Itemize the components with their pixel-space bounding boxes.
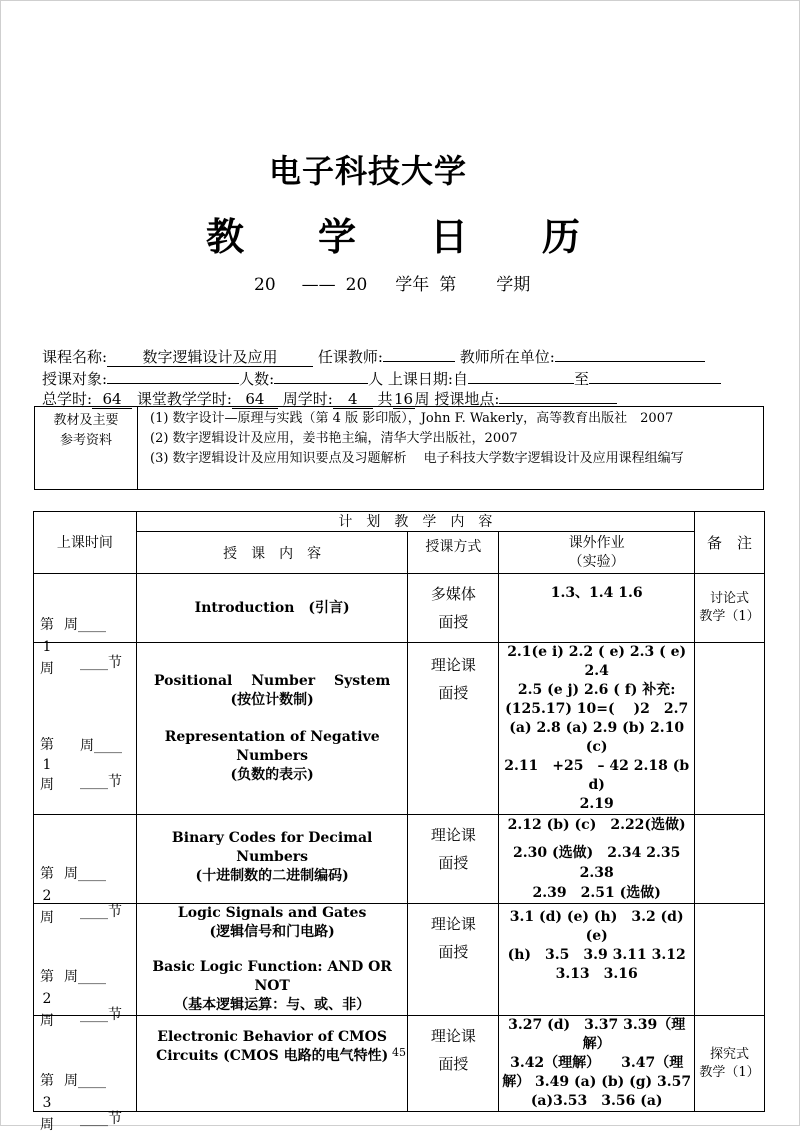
week-number: 第 1 周 [40, 617, 54, 677]
material-item: (1) 数字设计—原理与实践（第 4 版 影印版），John F. Wakerly，高等教育出版社 2007 [150, 411, 674, 426]
method-cell [408, 815, 499, 904]
content-line: Positional Number System [153, 673, 391, 689]
method-line: 面授 [438, 684, 469, 702]
remarks-line: 探究式 [710, 1046, 750, 1062]
schedule-row [34, 904, 765, 1016]
method-cell [408, 574, 499, 643]
department-field [555, 361, 705, 362]
weeks-suffix: 周 [414, 390, 430, 408]
method-line: 理论课 [430, 656, 476, 674]
class-hours-label: 课堂教学学时: [136, 390, 232, 408]
homework-line: 3.27 (d) 3.37 3.39（理解） [508, 1017, 686, 1052]
page-number: 45 [392, 1046, 406, 1059]
total-hours-value: 64 [92, 391, 132, 409]
schedule-row [34, 574, 765, 643]
term-year-label: 学年 [395, 275, 430, 295]
term-di: 第 [439, 275, 457, 295]
term-line [254, 270, 530, 295]
homework-line: (a) 2.8 (a) 2.9 (b) 2.10 (c) [509, 720, 685, 755]
content-spacer [137, 710, 408, 728]
people-field [274, 383, 368, 384]
target-info-line [42, 368, 721, 389]
schedule-row [34, 643, 765, 815]
location-field [499, 403, 617, 404]
header-homework [499, 532, 695, 574]
homework-line: (a)3.53 3.56 (a) [530, 1093, 663, 1109]
homework-line: 2.12 (b) (c) 2.22(选做) [507, 817, 686, 833]
week-number: 第 3 周 [40, 1072, 54, 1133]
header-remarks: 备 注 [695, 512, 765, 574]
header-homework-line: 课外作业 [568, 534, 625, 551]
department-label: 教师所在单位: [459, 348, 555, 366]
target-label: 授课对象: [42, 370, 108, 388]
section-blank: ____节 [80, 655, 122, 671]
remarks-cell [695, 1016, 765, 1112]
material-item: (3) 数字逻辑设计及应用知识要点及习题解析 电子科技大学数字逻辑设计及应用课程组编写 [150, 451, 684, 466]
content-cell [136, 815, 408, 904]
homework-line: 2.11 +25 – 42 2.18 (b d) [504, 758, 690, 793]
materials-label: 参考资料 [59, 433, 112, 448]
content-line: (按位计数制) [230, 692, 314, 708]
homework-line: (h) 3.5 3.9 3.11 3.12 [507, 947, 686, 963]
week-number: 第 2 周 [40, 866, 54, 926]
content-line: Introduction (引言) [194, 599, 350, 616]
method-line: 面授 [438, 1055, 469, 1073]
homework-line: (125.17) 10=( )2 2.7 [505, 701, 689, 717]
method-cell [408, 904, 499, 1016]
remarks-line: 讨论式 [710, 591, 750, 606]
content-cell [136, 1016, 408, 1112]
weeks-prefix: 共 [377, 390, 393, 408]
content-line: (负数的表示) [230, 767, 314, 783]
date-label: 上课日期: [387, 370, 453, 388]
term-dash: —— [301, 275, 336, 295]
content-line: Logic Signals and Gates [177, 905, 367, 921]
content-spacer [137, 942, 408, 958]
content-line: Representation of Negative Numbers [164, 729, 380, 764]
header-time: 上课时间 [34, 512, 137, 574]
content-cell [136, 643, 408, 815]
people-unit: 人 [368, 370, 384, 388]
section-blank: ____节 [80, 773, 122, 790]
materials-list-cell [138, 407, 764, 490]
target-field [107, 383, 239, 384]
content-cell [136, 574, 408, 643]
homework-line: 2.30 (选做) 2.34 2.35 2.38 [513, 845, 681, 881]
remarks-line: 教学（1） [699, 1064, 760, 1080]
week-number: 第 2 周 [40, 968, 54, 1029]
homework-line: 2.19 [579, 796, 614, 812]
weeks-value: 16 [394, 390, 414, 408]
remarks-cell [695, 574, 765, 643]
teacher-label: 任课教师: [317, 348, 383, 366]
homework-cell [499, 574, 695, 643]
schedule-table [33, 511, 765, 1133]
homework-cell [499, 643, 695, 815]
header-homework-line: （实验） [568, 553, 625, 570]
date-to-label: 至 [574, 370, 590, 388]
materials-label: 教材及主要 [53, 413, 119, 428]
title-char: 学 [318, 215, 357, 259]
homework-cell [499, 815, 695, 904]
week-blank: 周____ [64, 1072, 106, 1089]
homework-line: 2.39 2.51 (选做) [532, 885, 661, 901]
homework-spacer [499, 835, 694, 843]
content-line: Electronic Behavior of CMOS [157, 1029, 387, 1045]
title-char: 历 [542, 215, 581, 259]
week-cell [34, 574, 137, 677]
date-from-field [468, 383, 574, 384]
homework-line: 2.5 (e j) 2.6 ( f) 补充: [517, 682, 676, 698]
content-line: （基本逻辑运算：与、或、非） [174, 997, 371, 1013]
class-hours-value: 64 [232, 391, 278, 409]
term-year-end: 20 [345, 275, 368, 295]
content-cell [136, 904, 408, 1016]
homework-line: 3.42（理解） 3.47（理 [510, 1055, 684, 1071]
course-name-field: 数字逻辑设计及应用 [107, 349, 313, 367]
date-to-field [589, 383, 721, 384]
course-info-line [42, 346, 705, 367]
content-line: Circuits (CMOS 电路的电气特性) [156, 1048, 389, 1064]
weekly-hours-label: 周学时: [282, 390, 333, 408]
materials-label-cell [35, 407, 138, 490]
section-blank: ____节 [80, 904, 122, 920]
remarks-cell [695, 904, 765, 1016]
remarks-line: 教学（1） [699, 609, 760, 624]
weekly-hours-value: 4 [333, 391, 373, 409]
schedule-row [34, 815, 765, 904]
method-line: 理论课 [430, 826, 476, 844]
method-line: 理论课 [430, 1027, 476, 1045]
method-line: 多媒体 [430, 585, 476, 603]
date-from-label: 自 [452, 370, 468, 388]
university-title: 电子科技大学 [268, 152, 467, 190]
homework-line: 3.13 3.16 [555, 966, 638, 982]
remarks-cell [695, 643, 765, 815]
homework-cell [499, 1016, 695, 1112]
homework-line: 2.1(e i) 2.2 ( e) 2.3 ( e) 2.4 [507, 644, 687, 679]
method-cell [408, 643, 499, 815]
location-label: 授课地点: [434, 390, 500, 408]
course-name-label: 课程名称: [42, 348, 108, 366]
week-blank: 周____ [64, 866, 106, 882]
content-line: (逻辑信号和门电路) [209, 924, 335, 940]
method-cell [408, 1016, 499, 1112]
section-blank: ____节 [80, 1006, 122, 1023]
content-line: Binary Codes for Decimal Numbers [171, 830, 373, 865]
header-content: 授 课 内 容 [136, 532, 408, 574]
method-line: 面授 [438, 613, 469, 631]
materials-table [34, 406, 764, 490]
title-char: 教 [206, 215, 245, 259]
method-line: 面授 [438, 854, 469, 872]
content-line: Basic Logic Function: AND OR NOT [152, 959, 392, 994]
homework-line: 1.3、1.4 1.6 [550, 585, 643, 601]
material-item: (2) 数字逻辑设计及应用，姜书艳主编，清华大学出版社，2007 [150, 431, 518, 446]
term-year-start: 20 [254, 275, 276, 295]
homework-line: 解） 3.49 (a) (b) (g) 3.57 [502, 1074, 692, 1090]
teaching-calendar-title [206, 206, 580, 261]
week-blank: 周____ [64, 617, 106, 633]
week-cell [34, 815, 137, 926]
homework-line: 3.1 (d) (e) (h) 3.2 (d) (e) [509, 909, 684, 944]
term-semester-label: 学期 [496, 275, 531, 295]
header-method: 授课方式 [408, 532, 499, 574]
schedule-row [34, 1016, 765, 1112]
week-blank: 周____ [80, 737, 122, 754]
teacher-field [383, 361, 455, 362]
header-plan: 计 划 教 学 内 容 [136, 512, 694, 532]
total-hours-label: 总学时: [42, 390, 93, 408]
section-blank: ____节 [80, 1110, 122, 1127]
method-line: 面授 [438, 943, 469, 961]
method-line: 理论课 [430, 915, 476, 933]
week-blank: 周____ [64, 968, 106, 985]
remarks-cell [695, 815, 765, 904]
people-label: 人数: [239, 370, 275, 388]
title-char: 日 [430, 215, 469, 259]
content-line: (十进制数的二进制编码) [195, 868, 349, 884]
homework-cell [499, 904, 695, 1016]
week-number: 第 1 周 [40, 736, 54, 793]
